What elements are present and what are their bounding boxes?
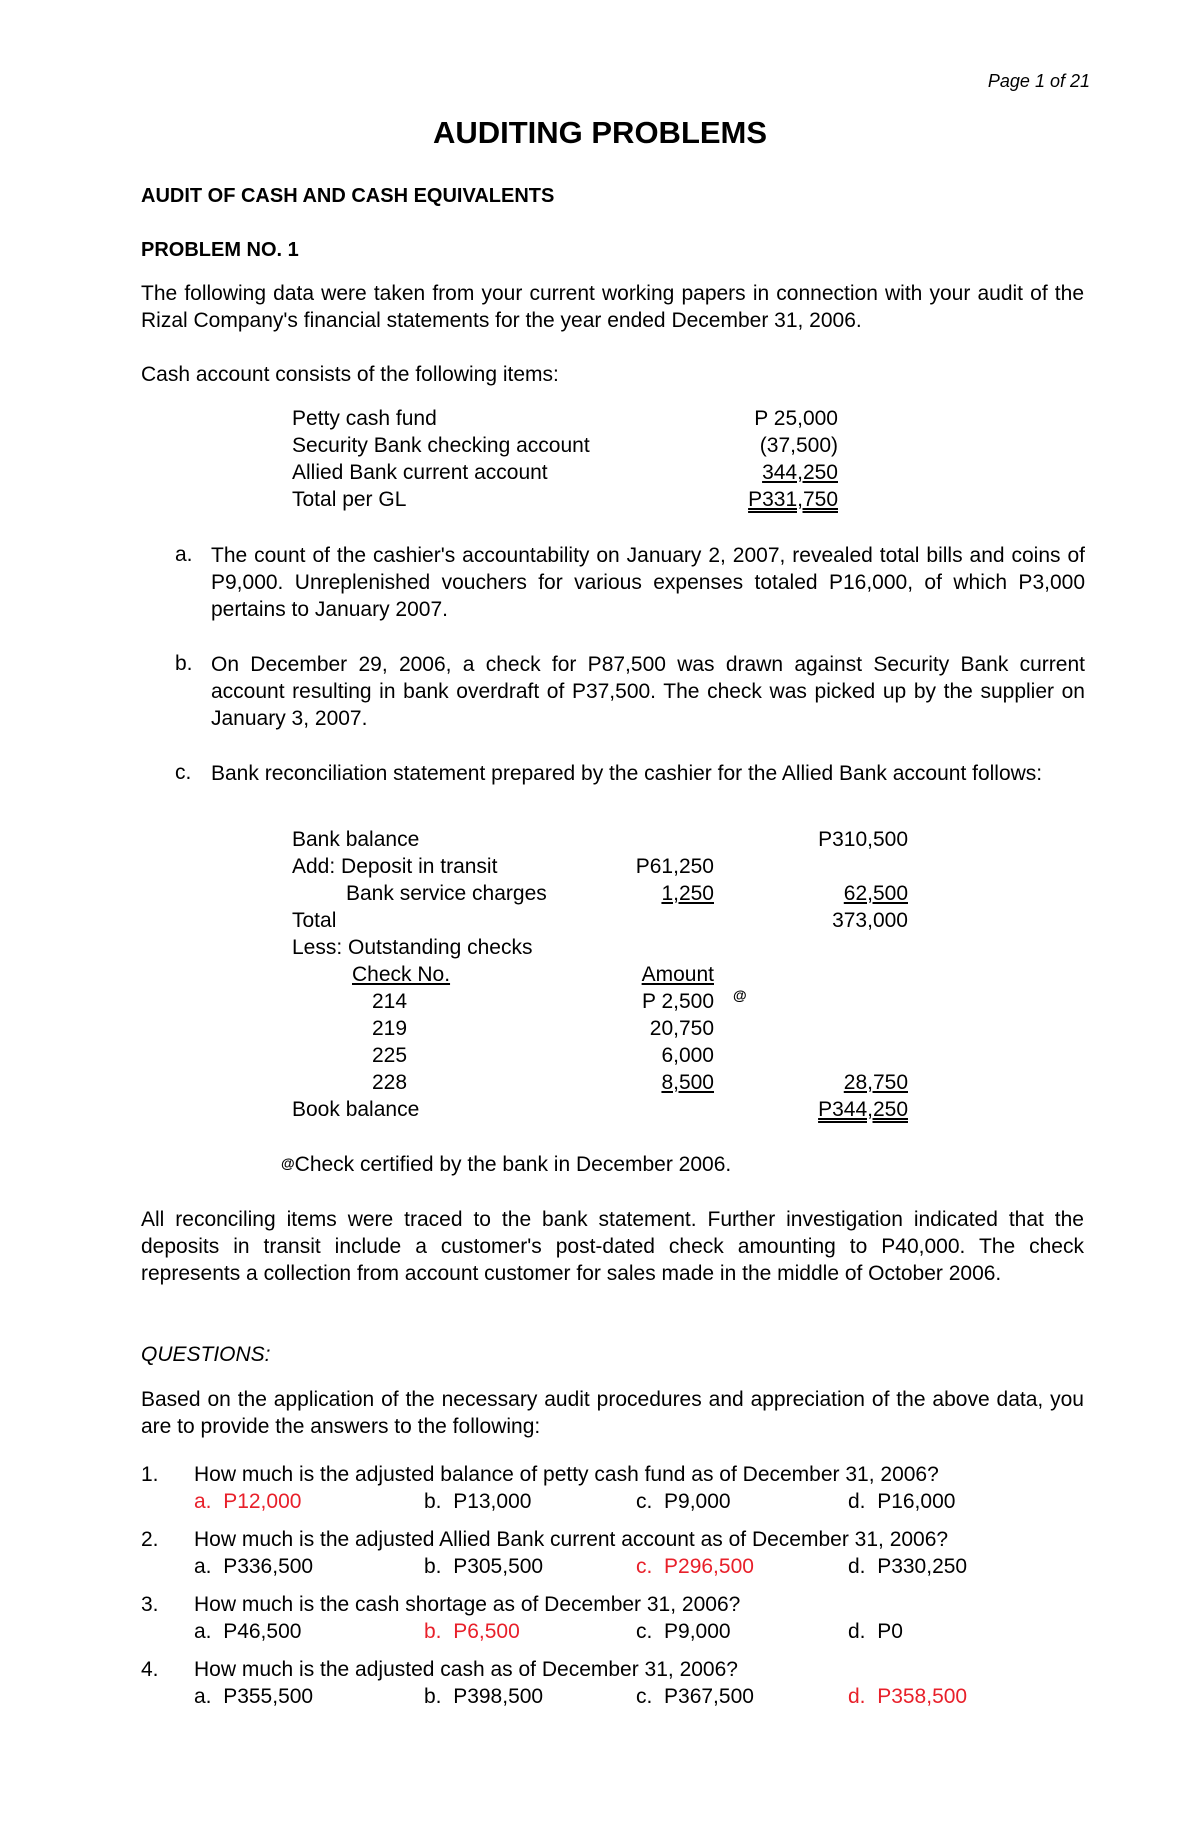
choice-letter: c.: [636, 1620, 653, 1643]
check-number: 214: [372, 990, 408, 1013]
item-marker: c.: [175, 761, 192, 784]
choice-letter: a.: [194, 1490, 212, 1513]
footnote-marker: @: [281, 1155, 295, 1171]
problem-heading: PROBLEM NO. 1: [141, 239, 299, 261]
choice-letter: b.: [424, 1555, 442, 1578]
amount-header: Amount: [641, 963, 714, 986]
recon-less-total: 28,750: [843, 1071, 908, 1094]
questions-intro: Based on the application of the necessary audit procedures and appreciation of the above data, you are to provide the answers to the following:: [141, 1388, 1084, 1438]
cash-item-amount: (37,500): [759, 434, 838, 457]
choice-letter: c.: [636, 1685, 653, 1708]
choice: [636, 1619, 731, 1645]
cash-total-amount: P331,750: [748, 488, 838, 511]
check-no-header: Check No.: [352, 963, 451, 986]
cash-total-label: Total per GL: [292, 488, 407, 511]
item-marker: b.: [175, 652, 193, 675]
item-a-text: The count of the cashier's accountability on January 2, 2007, revealed total bills and coins of P9,000. Unreplenished vouchers for various expenses totaled P16,000, of which P3,000 pertains to January 2007.: [211, 544, 1085, 621]
check-number: 228: [372, 1071, 408, 1094]
page-title: AUDITING PROBLEMS: [432, 115, 768, 150]
choice: [636, 1489, 731, 1515]
choice: [848, 1554, 967, 1580]
question-number: 1.: [141, 1463, 159, 1486]
check-amount: 8,500: [661, 1071, 714, 1094]
item-marker: a.: [175, 543, 193, 566]
question-number: 4.: [141, 1658, 159, 1681]
choice-value: P330,250: [877, 1555, 968, 1578]
choice: [848, 1684, 967, 1710]
choice-value: P355,500: [223, 1685, 314, 1708]
choice: [194, 1619, 301, 1645]
choice: [636, 1684, 754, 1710]
recon-book-label: Book balance: [292, 1098, 420, 1121]
choice-value: P336,500: [223, 1555, 314, 1578]
cash-intro: Cash account consists of the following items:: [141, 363, 559, 386]
choice: [424, 1684, 543, 1710]
recon-service-label: Bank service charges: [346, 882, 547, 905]
recon-deposit-in-transit: P61,250: [635, 855, 714, 878]
choice-letter: c.: [636, 1555, 653, 1578]
choice-letter: a.: [194, 1685, 212, 1708]
intro-paragraph: The following data were taken from your current working papers in connection with your audit of the Rizal Company's financial statements for the year ended December 31, 2006.: [141, 282, 1084, 332]
item-b-text: On December 29, 2006, a check for P87,500 was drawn against Security Bank current account resulting in bank overdraft of P37,500. The check was picked up by the supplier on January 3, 2007.: [211, 653, 1085, 730]
choice-letter: b.: [424, 1685, 442, 1708]
choice-value: P13,000: [453, 1490, 532, 1513]
choice: [194, 1554, 313, 1580]
cash-item-label: Security Bank checking account: [292, 434, 590, 457]
question-text: How much is the adjusted balance of petty cash fund as of December 31, 2006?: [194, 1463, 939, 1486]
choice-value: P9,000: [664, 1490, 731, 1513]
cash-item-amount: P 25,000: [754, 407, 838, 430]
choice: [848, 1619, 903, 1645]
questions-heading: QUESTIONS:: [141, 1343, 271, 1366]
recon-total: 373,000: [832, 909, 908, 932]
choice: [424, 1554, 543, 1580]
cash-item-amount: 344,250: [762, 461, 838, 484]
choice-value: P305,500: [453, 1555, 544, 1578]
choice-value: P358,500: [877, 1685, 968, 1708]
item-c-text: Bank reconciliation statement prepared by the cashier for the Allied Bank account follows:: [211, 762, 1043, 785]
choice-value: P296,500: [664, 1555, 754, 1578]
choice-value: P0: [877, 1620, 903, 1643]
section-heading: AUDIT OF CASH AND CASH EQUIVALENTS: [141, 185, 555, 207]
recon-add-total: 62,500: [843, 882, 908, 905]
choice-letter: d.: [848, 1685, 866, 1708]
choice: [424, 1489, 531, 1515]
question-text: How much is the adjusted Allied Bank current account as of December 31, 2006?: [194, 1528, 949, 1551]
choice-value: P16,000: [877, 1490, 956, 1513]
choice: [424, 1619, 520, 1645]
check-number: 219: [372, 1017, 408, 1040]
footnote-text: Check certified by the bank in December 2006.: [294, 1153, 732, 1176]
choice-value: P9,000: [664, 1620, 731, 1643]
certified-marker: @: [733, 987, 747, 1003]
choice-letter: d.: [848, 1490, 866, 1513]
choice: [194, 1489, 301, 1515]
recon-add-label: Add: Deposit in transit: [292, 855, 498, 878]
question-number: 3.: [141, 1593, 159, 1616]
choice-value: P12,000: [223, 1490, 302, 1513]
recon-book-balance: P344,250: [818, 1098, 908, 1121]
page-number: Page 1 of 21: [987, 71, 1090, 91]
check-amount: 20,750: [649, 1017, 714, 1040]
choice-value: P46,500: [223, 1620, 302, 1643]
choice-letter: b.: [424, 1620, 442, 1643]
cash-item-label: Petty cash fund: [292, 407, 437, 430]
choice-letter: c.: [636, 1490, 653, 1513]
choice-letter: b.: [424, 1490, 442, 1513]
recon-less-label: Less: Outstanding checks: [292, 936, 533, 959]
choice-letter: a.: [194, 1620, 212, 1643]
choice-letter: d.: [848, 1555, 866, 1578]
cash-item-label: Allied Bank current account: [292, 461, 548, 484]
choice-value: P6,500: [453, 1620, 520, 1643]
choice-value: P367,500: [664, 1685, 754, 1708]
closing-paragraph: All reconciling items were traced to the bank statement. Further investigation indicated that the deposits in transit include a customer's post-dated check amounting to P40,000. The check represents a collection from account customer for sales made in the middle of October 2006.: [141, 1208, 1084, 1285]
choice-letter: d.: [848, 1620, 866, 1643]
recon-total-label: Total: [292, 909, 337, 932]
question-number: 2.: [141, 1528, 159, 1551]
question-text: How much is the cash shortage as of December 31, 2006?: [194, 1593, 741, 1616]
choice: [848, 1489, 955, 1515]
choice-value: P398,500: [453, 1685, 544, 1708]
footnote: [281, 1152, 731, 1178]
check-amount: P 2,500: [641, 990, 714, 1013]
recon-bank-balance: P310,500: [818, 828, 908, 851]
choice: [636, 1554, 754, 1580]
recon-service-charges: 1,250: [661, 882, 714, 905]
question-text: How much is the adjusted cash as of December 31, 2006?: [194, 1658, 738, 1681]
choice: [194, 1684, 313, 1710]
recon-bank-balance-label: Bank balance: [292, 828, 420, 851]
choice-letter: a.: [194, 1555, 212, 1578]
check-amount: 6,000: [661, 1044, 714, 1067]
check-number: 225: [372, 1044, 408, 1067]
